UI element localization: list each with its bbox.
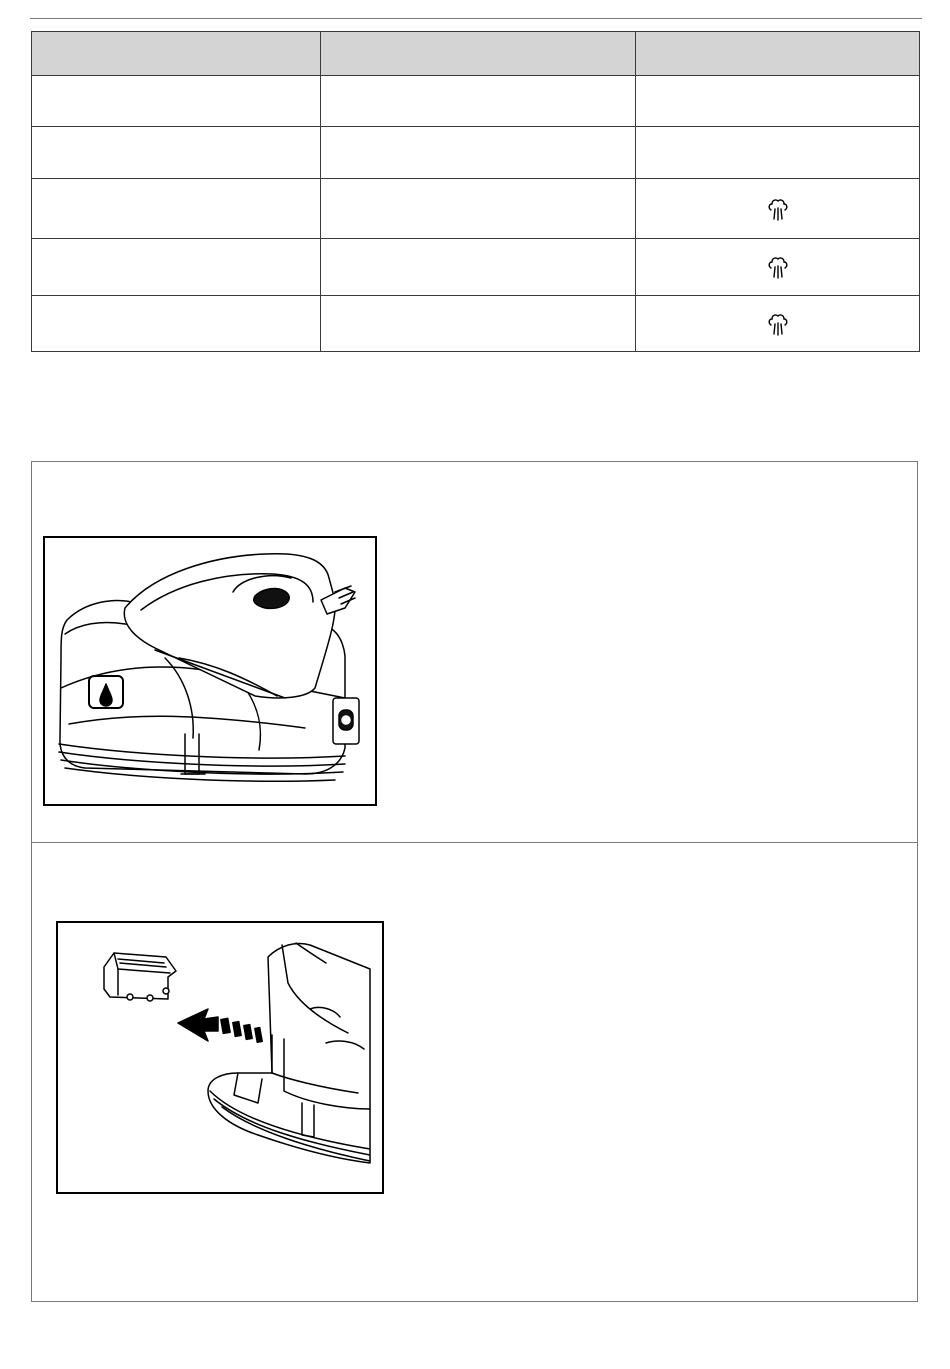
steam-cell (636, 239, 920, 296)
table-cell (32, 296, 321, 352)
top-rule (30, 18, 922, 19)
table-row (32, 127, 920, 179)
table-cell (32, 179, 321, 239)
figure-steam-station (43, 536, 377, 806)
table-cell (32, 127, 321, 179)
figure-cartridge-removal (56, 921, 384, 1194)
table-header-cell (321, 32, 636, 76)
table-cell (321, 76, 636, 127)
dashed-arrow-icon (178, 1009, 218, 1041)
table-cell (321, 239, 636, 296)
instruction-panel-cartridge (31, 842, 918, 1302)
table-cell (321, 179, 636, 239)
table-cell (321, 127, 636, 179)
steam-icon (766, 311, 790, 337)
table-cell (321, 296, 636, 352)
steam-icon (766, 254, 790, 280)
table-cell (32, 76, 321, 127)
cartridge-illustration (58, 923, 382, 1192)
table-row (32, 296, 920, 352)
table-cell (32, 239, 321, 296)
settings-table (31, 31, 920, 352)
table-cell (636, 127, 920, 179)
instruction-panel-refill (31, 461, 918, 843)
table-cell (636, 76, 920, 127)
steam-station-illustration (45, 538, 375, 804)
table-header-row (32, 32, 920, 76)
steam-cell (636, 179, 920, 239)
table-header-cell (32, 32, 321, 76)
steam-cell (636, 296, 920, 352)
table-row (32, 76, 920, 127)
steam-icon (766, 196, 790, 222)
table-row (32, 239, 920, 296)
table-header-cell (636, 32, 920, 76)
table-row (32, 179, 920, 239)
